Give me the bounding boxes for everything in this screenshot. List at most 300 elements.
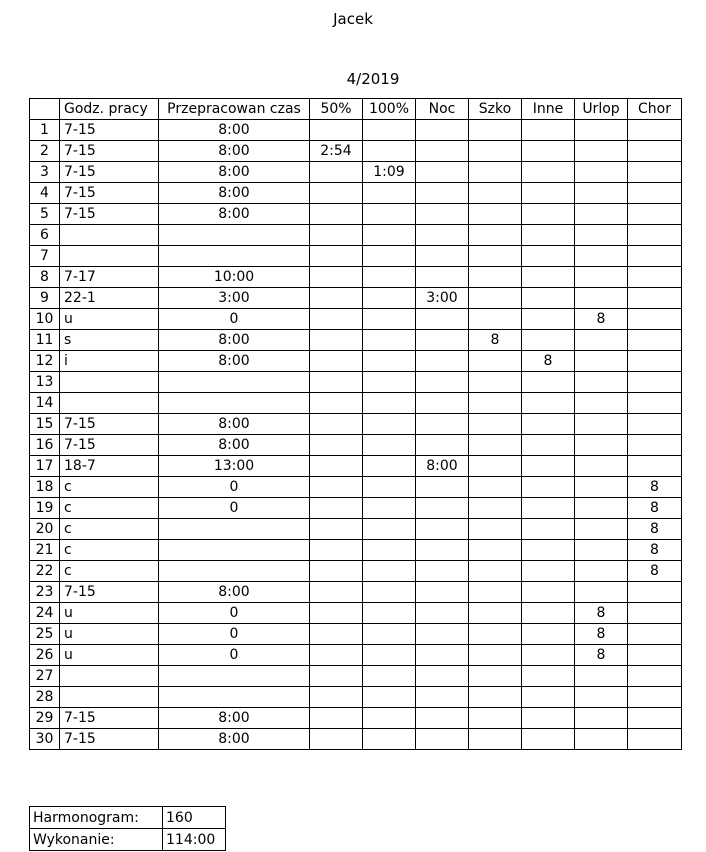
work-hours-cell — [60, 687, 159, 708]
night-cell: 3:00 — [416, 288, 469, 309]
day-cell: 6 — [30, 225, 60, 246]
training-cell — [469, 729, 522, 750]
worked-time-cell: 0 — [159, 477, 310, 498]
work-hours-cell: c — [60, 477, 159, 498]
page-title: Jacek — [333, 10, 373, 28]
day-cell: 19 — [30, 498, 60, 519]
overtime-100-cell — [363, 687, 416, 708]
other-cell — [522, 645, 575, 666]
other-cell — [522, 393, 575, 414]
other-cell — [522, 687, 575, 708]
day-cell: 25 — [30, 624, 60, 645]
vacation-cell: 8 — [575, 624, 628, 645]
night-cell: 8:00 — [416, 456, 469, 477]
other-cell — [522, 372, 575, 393]
sick-cell — [628, 246, 682, 267]
vacation-cell — [575, 708, 628, 729]
other-cell — [522, 519, 575, 540]
period-label: 4/2019 — [346, 70, 400, 88]
night-cell — [416, 708, 469, 729]
night-cell — [416, 603, 469, 624]
sick-cell — [628, 414, 682, 435]
schedule-label: Harmonogram: — [30, 807, 163, 829]
night-cell — [416, 225, 469, 246]
table-row — [30, 561, 682, 582]
sick-cell — [628, 330, 682, 351]
sick-cell: 8 — [628, 561, 682, 582]
other-cell — [522, 288, 575, 309]
worked-time-cell — [159, 393, 310, 414]
table-row — [30, 540, 682, 561]
overtime-100-cell — [363, 204, 416, 225]
sick-cell — [628, 162, 682, 183]
work-hours-cell: u — [60, 645, 159, 666]
table-row — [30, 519, 682, 540]
night-cell — [416, 561, 469, 582]
table-row — [30, 267, 682, 288]
night-cell — [416, 645, 469, 666]
other-cell — [522, 603, 575, 624]
work-hours-cell: 7-15 — [60, 729, 159, 750]
worked-time-cell — [159, 540, 310, 561]
sick-cell — [628, 120, 682, 141]
sick-cell — [628, 708, 682, 729]
work-hours-cell: 7-15 — [60, 120, 159, 141]
overtime-100-cell — [363, 267, 416, 288]
overtime-50-cell — [310, 204, 363, 225]
overtime-50-cell — [310, 120, 363, 141]
table-row — [30, 309, 682, 330]
table-row — [30, 498, 682, 519]
day-cell: 13 — [30, 372, 60, 393]
overtime-100-cell — [363, 414, 416, 435]
vacation-cell — [575, 687, 628, 708]
overtime-100-cell — [363, 456, 416, 477]
day-cell: 29 — [30, 708, 60, 729]
other-cell — [522, 330, 575, 351]
table-row — [30, 162, 682, 183]
night-cell — [416, 351, 469, 372]
other-cell: 8 — [522, 351, 575, 372]
overtime-50-cell — [310, 540, 363, 561]
table-row — [30, 708, 682, 729]
worked-time-cell — [159, 561, 310, 582]
table-row — [30, 120, 682, 141]
vacation-cell — [575, 141, 628, 162]
summary-table — [29, 806, 226, 851]
night-cell — [416, 372, 469, 393]
overtime-100-cell — [363, 729, 416, 750]
training-cell — [469, 372, 522, 393]
work-hours-cell: 18-7 — [60, 456, 159, 477]
worked-time-cell: 8:00 — [159, 330, 310, 351]
overtime-50-cell — [310, 435, 363, 456]
day-cell: 5 — [30, 204, 60, 225]
training-cell — [469, 477, 522, 498]
overtime-50-cell — [310, 687, 363, 708]
vacation-cell — [575, 435, 628, 456]
training-cell — [469, 141, 522, 162]
overtime-100-cell — [363, 309, 416, 330]
sick-cell — [628, 456, 682, 477]
table-row — [30, 645, 682, 666]
work-hours-cell: c — [60, 519, 159, 540]
training-cell — [469, 246, 522, 267]
sick-cell: 8 — [628, 498, 682, 519]
work-hours-cell: 7-15 — [60, 708, 159, 729]
vacation-cell — [575, 267, 628, 288]
table-row — [30, 687, 682, 708]
vacation-cell — [575, 225, 628, 246]
header-overtime-50: 50% — [310, 99, 363, 120]
training-cell — [469, 120, 522, 141]
other-cell — [522, 141, 575, 162]
overtime-50-cell — [310, 603, 363, 624]
vacation-cell — [575, 204, 628, 225]
vacation-cell — [575, 666, 628, 687]
work-hours-cell: 7-15 — [60, 162, 159, 183]
work-hours-cell: i — [60, 351, 159, 372]
other-cell — [522, 246, 575, 267]
worked-time-cell: 0 — [159, 498, 310, 519]
overtime-100-cell — [363, 624, 416, 645]
training-cell — [469, 435, 522, 456]
worked-time-cell: 0 — [159, 624, 310, 645]
sick-cell — [628, 603, 682, 624]
other-cell — [522, 477, 575, 498]
table-row — [30, 582, 682, 603]
overtime-50-cell — [310, 330, 363, 351]
table-row — [30, 729, 682, 750]
day-cell: 26 — [30, 645, 60, 666]
table-row — [30, 225, 682, 246]
vacation-cell — [575, 477, 628, 498]
worked-time-cell: 8:00 — [159, 120, 310, 141]
overtime-50-cell — [310, 519, 363, 540]
night-cell — [416, 162, 469, 183]
work-hours-cell — [60, 372, 159, 393]
overtime-100-cell — [363, 225, 416, 246]
sick-cell: 8 — [628, 477, 682, 498]
other-cell — [522, 162, 575, 183]
night-cell — [416, 414, 469, 435]
overtime-50-cell — [310, 162, 363, 183]
day-cell: 17 — [30, 456, 60, 477]
overtime-50-cell — [310, 624, 363, 645]
overtime-50-cell — [310, 498, 363, 519]
night-cell — [416, 624, 469, 645]
vacation-cell — [575, 372, 628, 393]
day-cell: 30 — [30, 729, 60, 750]
other-cell — [522, 414, 575, 435]
work-hours-cell — [60, 225, 159, 246]
night-cell — [416, 477, 469, 498]
worked-time-cell: 13:00 — [159, 456, 310, 477]
training-cell — [469, 204, 522, 225]
day-cell: 28 — [30, 687, 60, 708]
overtime-50-cell — [310, 729, 363, 750]
other-cell — [522, 498, 575, 519]
sick-cell — [628, 624, 682, 645]
other-cell — [522, 624, 575, 645]
overtime-50-cell — [310, 645, 363, 666]
sick-cell — [628, 729, 682, 750]
overtime-100-cell — [363, 246, 416, 267]
day-cell: 8 — [30, 267, 60, 288]
vacation-cell: 8 — [575, 603, 628, 624]
overtime-100-cell — [363, 561, 416, 582]
overtime-50-cell — [310, 246, 363, 267]
sick-cell — [628, 393, 682, 414]
training-cell — [469, 267, 522, 288]
work-hours-cell: u — [60, 309, 159, 330]
overtime-100-cell — [363, 393, 416, 414]
header-work-hours: Godz. pracy — [60, 99, 159, 120]
sick-cell — [628, 582, 682, 603]
night-cell — [416, 519, 469, 540]
other-cell — [522, 435, 575, 456]
overtime-100-cell — [363, 582, 416, 603]
day-cell: 18 — [30, 477, 60, 498]
vacation-cell: 8 — [575, 309, 628, 330]
sick-cell — [628, 141, 682, 162]
summary-row-schedule — [30, 807, 226, 829]
worked-time-cell: 8:00 — [159, 204, 310, 225]
work-hours-cell: 22-1 — [60, 288, 159, 309]
worked-time-cell: 8:00 — [159, 729, 310, 750]
table-row — [30, 141, 682, 162]
other-cell — [522, 582, 575, 603]
header-sick: Chor — [628, 99, 682, 120]
day-cell: 15 — [30, 414, 60, 435]
overtime-100-cell — [363, 288, 416, 309]
vacation-cell: 8 — [575, 645, 628, 666]
other-cell — [522, 708, 575, 729]
work-hours-cell: 7-15 — [60, 183, 159, 204]
training-cell — [469, 309, 522, 330]
sick-cell — [628, 267, 682, 288]
table-row — [30, 477, 682, 498]
training-cell — [469, 603, 522, 624]
day-cell: 3 — [30, 162, 60, 183]
sick-cell — [628, 183, 682, 204]
training-cell — [469, 183, 522, 204]
night-cell — [416, 267, 469, 288]
night-cell — [416, 309, 469, 330]
training-cell — [469, 456, 522, 477]
sick-cell: 8 — [628, 519, 682, 540]
worked-time-cell — [159, 372, 310, 393]
header-overtime-100: 100% — [363, 99, 416, 120]
overtime-50-cell — [310, 183, 363, 204]
table-row — [30, 666, 682, 687]
overtime-100-cell — [363, 435, 416, 456]
night-cell — [416, 582, 469, 603]
night-cell — [416, 729, 469, 750]
work-hours-cell: 7-15 — [60, 582, 159, 603]
vacation-cell — [575, 246, 628, 267]
sick-cell — [628, 204, 682, 225]
overtime-100-cell — [363, 477, 416, 498]
table-row — [30, 183, 682, 204]
table-row — [30, 603, 682, 624]
training-cell — [469, 708, 522, 729]
overtime-50-cell — [310, 288, 363, 309]
table-row — [30, 246, 682, 267]
other-cell — [522, 456, 575, 477]
night-cell — [416, 540, 469, 561]
worked-time-cell: 0 — [159, 309, 310, 330]
overtime-50-cell — [310, 267, 363, 288]
training-cell — [469, 540, 522, 561]
work-hours-cell: u — [60, 603, 159, 624]
vacation-cell — [575, 519, 628, 540]
overtime-100-cell — [363, 540, 416, 561]
work-hours-cell — [60, 666, 159, 687]
overtime-50-cell — [310, 351, 363, 372]
work-hours-cell: c — [60, 561, 159, 582]
day-cell: 2 — [30, 141, 60, 162]
overtime-50-cell — [310, 372, 363, 393]
sick-cell — [628, 645, 682, 666]
day-cell: 10 — [30, 309, 60, 330]
vacation-cell — [575, 582, 628, 603]
worked-time-cell — [159, 246, 310, 267]
training-cell — [469, 288, 522, 309]
sick-cell: 8 — [628, 540, 682, 561]
sick-cell — [628, 309, 682, 330]
day-cell: 1 — [30, 120, 60, 141]
day-cell: 14 — [30, 393, 60, 414]
training-cell — [469, 582, 522, 603]
worked-time-cell: 8:00 — [159, 582, 310, 603]
vacation-cell — [575, 393, 628, 414]
overtime-100-cell — [363, 666, 416, 687]
overtime-100-cell — [363, 183, 416, 204]
other-cell — [522, 666, 575, 687]
worked-time-cell: 8:00 — [159, 435, 310, 456]
overtime-100-cell — [363, 330, 416, 351]
other-cell — [522, 729, 575, 750]
overtime-50-cell — [310, 309, 363, 330]
worked-time-cell — [159, 687, 310, 708]
vacation-cell — [575, 120, 628, 141]
work-hours-cell: c — [60, 540, 159, 561]
overtime-100-cell — [363, 708, 416, 729]
overtime-100-cell — [363, 498, 416, 519]
other-cell — [522, 120, 575, 141]
training-cell: 8 — [469, 330, 522, 351]
training-cell — [469, 414, 522, 435]
work-hours-cell — [60, 393, 159, 414]
table-row — [30, 435, 682, 456]
done-label: Wykonanie: — [30, 829, 163, 851]
worked-time-cell — [159, 519, 310, 540]
worked-time-cell: 8:00 — [159, 183, 310, 204]
day-cell: 20 — [30, 519, 60, 540]
other-cell — [522, 204, 575, 225]
vacation-cell — [575, 561, 628, 582]
worked-time-cell: 3:00 — [159, 288, 310, 309]
training-cell — [469, 225, 522, 246]
sick-cell — [628, 225, 682, 246]
day-cell: 16 — [30, 435, 60, 456]
day-cell: 11 — [30, 330, 60, 351]
overtime-100-cell — [363, 603, 416, 624]
worked-time-cell: 0 — [159, 603, 310, 624]
header-vacation: Urlop — [575, 99, 628, 120]
table-row — [30, 204, 682, 225]
night-cell — [416, 183, 469, 204]
night-cell — [416, 393, 469, 414]
table-row — [30, 372, 682, 393]
work-hours-cell: 7-15 — [60, 141, 159, 162]
training-cell — [469, 519, 522, 540]
worked-time-cell — [159, 666, 310, 687]
other-cell — [522, 540, 575, 561]
training-cell — [469, 624, 522, 645]
training-cell — [469, 162, 522, 183]
day-cell: 12 — [30, 351, 60, 372]
work-hours-cell: 7-17 — [60, 267, 159, 288]
day-cell: 7 — [30, 246, 60, 267]
table-row — [30, 624, 682, 645]
overtime-50-cell: 2:54 — [310, 141, 363, 162]
worked-time-cell: 8:00 — [159, 351, 310, 372]
overtime-100-cell — [363, 645, 416, 666]
training-cell — [469, 393, 522, 414]
overtime-100-cell — [363, 120, 416, 141]
training-cell — [469, 498, 522, 519]
worked-time-cell: 8:00 — [159, 708, 310, 729]
table-row — [30, 393, 682, 414]
night-cell — [416, 330, 469, 351]
vacation-cell — [575, 162, 628, 183]
night-cell — [416, 141, 469, 162]
table-row — [30, 414, 682, 435]
overtime-50-cell — [310, 666, 363, 687]
day-cell: 23 — [30, 582, 60, 603]
overtime-50-cell — [310, 708, 363, 729]
work-hours-cell: 7-15 — [60, 414, 159, 435]
work-hours-cell: 7-15 — [60, 435, 159, 456]
sick-cell — [628, 666, 682, 687]
overtime-50-cell — [310, 582, 363, 603]
other-cell — [522, 267, 575, 288]
vacation-cell — [575, 498, 628, 519]
sick-cell — [628, 435, 682, 456]
sick-cell — [628, 288, 682, 309]
overtime-50-cell — [310, 561, 363, 582]
table-row — [30, 351, 682, 372]
other-cell — [522, 309, 575, 330]
overtime-50-cell — [310, 456, 363, 477]
header-night: Noc — [416, 99, 469, 120]
work-hours-cell: c — [60, 498, 159, 519]
training-cell — [469, 666, 522, 687]
other-cell — [522, 225, 575, 246]
training-cell — [469, 645, 522, 666]
overtime-50-cell — [310, 414, 363, 435]
worked-time-cell: 8:00 — [159, 141, 310, 162]
night-cell — [416, 120, 469, 141]
work-hours-cell: 7-15 — [60, 204, 159, 225]
schedule-value: 160 — [163, 807, 226, 829]
header-worked-time: Przepracowan czas — [159, 99, 310, 120]
overtime-100-cell — [363, 351, 416, 372]
header-training: Szko — [469, 99, 522, 120]
night-cell — [416, 204, 469, 225]
